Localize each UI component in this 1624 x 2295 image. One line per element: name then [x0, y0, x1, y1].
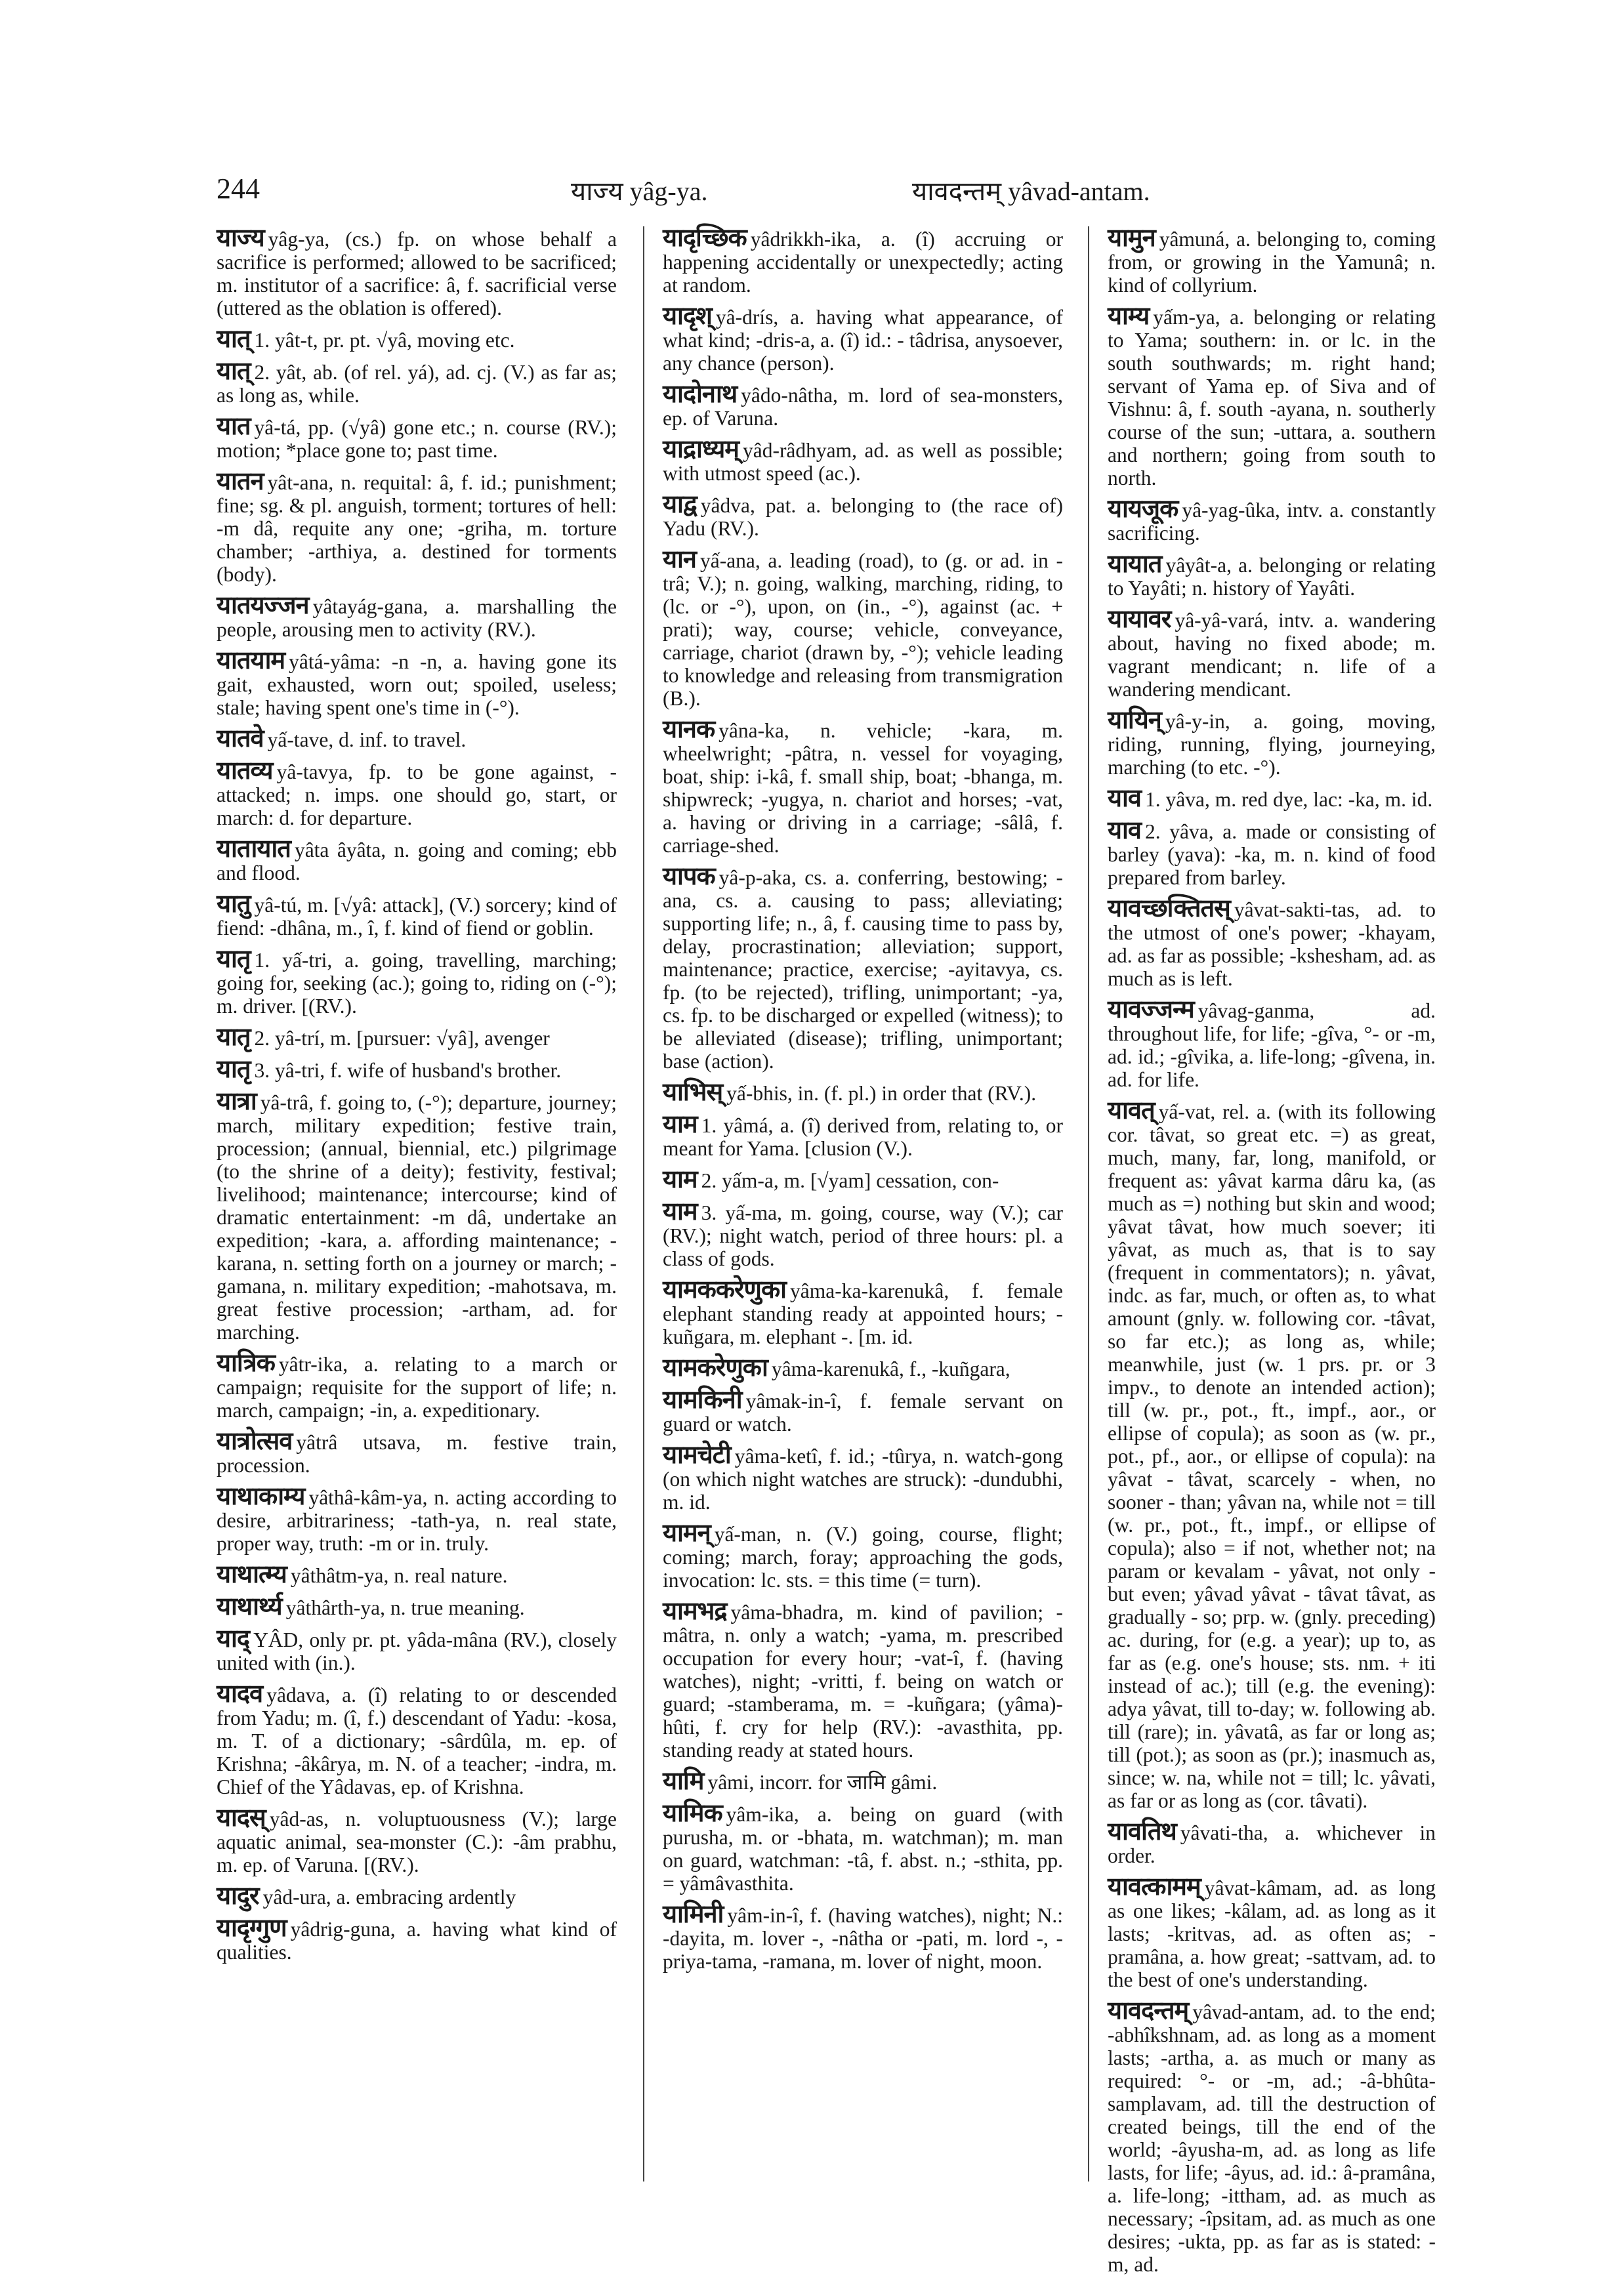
entry-definition: yâmak-in-î, f. female servant on guard or watch.: [663, 1390, 1063, 1436]
headword-devanagari: यामुन: [1108, 223, 1156, 252]
headword-devanagari: यावतिथ: [1108, 1817, 1176, 1846]
entry-definition: yâvad-antam, ad. to the end; -abhîkshnam, ad. as long as a moment lasts; -artha, a. as much or many as required: °- or -m, ad.; -â-bhûta-samplavam, ad. till the destruction of created beings, till the end of the world; -âyusha-m, ad. as long as life lasts, for life; -âyus, ad. id.: â-pramâna, a. life-long; -ittham, ad. as much as necessary; -îpsitam, ad. as much as one desires; -ukta, pp. as far as is stated: -m, ad.: [1108, 2000, 1436, 2276]
dictionary-entry: [217, 1679, 617, 1798]
entry-definition: yâg-ya, (cs.) fp. on whose behalf a sacrifice is performed; allowed to be sacrificed; m. institutor of a sacrifice: â, f. sacrificial verse (uttered as the oblation is offered).: [217, 228, 617, 320]
headword-devanagari: यान: [663, 545, 696, 573]
entry-definition: yâd-as, n. voluptuousness (V.); large aquatic animal, sea-monster (C.): -âm prabhu, m. ep. of Varuna. [(RV.).: [217, 1808, 617, 1876]
dictionary-entry: [663, 1077, 1063, 1106]
entry-definition: 1. yât-t, pr. pt. √yâ, moving etc.: [254, 329, 515, 352]
page-number: 244: [217, 173, 260, 205]
dictionary-entry: [663, 223, 1063, 297]
headword-devanagari: यातु: [217, 889, 251, 918]
entry-definition: yấ-bhis, in. (f. pl.) in order that (RV.).: [726, 1082, 1037, 1105]
dictionary-entry: [217, 590, 617, 641]
dictionary-entry: [1108, 223, 1436, 297]
entry-definition: 2. yâ-trí, m. [pursuer: √yâ], avenger: [254, 1027, 550, 1050]
entry-definition: yâvati-tha, a. whichever in order.: [1108, 1821, 1436, 1867]
entry-definition: yấm-ya, a. belonging or relating to Yama; southern: in. or lc. in the south southwards; m. right hand; servant of Yama ep. of Siva and of Vishnu: â, f. south -ayana, n. southerly course of the sun; -uttara, a. southern and northern; going from south to north.: [1108, 306, 1436, 489]
entry-definition: YÂD, only pr. pt. yâda-mâna (RV.), closely united with (in.).: [217, 1628, 617, 1674]
right-guide-word: यावदन्तम् yâvad-antam.: [912, 176, 1150, 206]
headword-devanagari: याथाकाम्य: [217, 1481, 305, 1510]
dictionary-entry: [663, 714, 1063, 857]
dictionary-entry: [217, 889, 617, 940]
entry-definition: yâ-drís, a. having what appearance, of what kind; -dris-a, a. (î) id.: - tâdrisa, anysoever, any chance (person).: [663, 306, 1063, 375]
dictionary-entry: [663, 379, 1063, 430]
dictionary-entry: [663, 434, 1063, 485]
headword-devanagari: यादृग्गुण: [217, 1913, 287, 1942]
entry-definition: yâtr-ika, a. relating to a march or campaign; requisite for the support of life; n. march, campaign; -in, a. expeditionary.: [217, 1353, 617, 1422]
entry-definition: yấ-ana, a. leading (road), to (g. or ad. in -trâ; V.); n. going, walking, marching, riding, to (lc. or -°), upon, on (in., -°), against (ac. + prati); way, course; vehicle, conveyance, carriage, chariot (drawn by, -°); vehicle leading to knowledge and releasing from transmigration (B.).: [663, 549, 1063, 710]
headword-devanagari: यादस्: [217, 1803, 266, 1832]
dictionary-entry: [1108, 995, 1436, 1091]
headword-devanagari: यात्रा: [217, 1086, 257, 1115]
entry-definition: yâyât-a, a. belonging or relating to Yayâti; n. history of Yayâti.: [1108, 554, 1436, 600]
entry-definition: 1. yâva, m. red dye, lac: -ka, m. id.: [1145, 788, 1433, 811]
dictionary-entry: [663, 1165, 1063, 1193]
headword-devanagari: यात्: [217, 356, 251, 385]
dictionary-entry: [663, 1899, 1063, 1973]
entry-definition: yâma-bhadra, m. kind of pavilion; -mâtra, n. only a watch; -yama, m. prescribed occupation for every hour; -vat-î, f. (having watches), night; -vritti, f. being on watch or guard; -stamberama, m. = -kuñgara; (yâma)-hûti, f. cry for help (RV.): -avasthita, pp. standing ready at stated hours.: [663, 1601, 1063, 1762]
column-divider: [1088, 226, 1089, 2181]
dictionary-column-1: [217, 223, 617, 2195]
headword-devanagari: यातन: [217, 466, 264, 495]
headword-devanagari: यातृ: [217, 1054, 251, 1083]
entry-definition: yấ-tave, d. inf. to travel.: [267, 728, 467, 751]
dictionary-entry: [663, 489, 1063, 540]
dictionary-entry: [663, 545, 1063, 710]
dictionary-entry: [217, 756, 617, 829]
headword-devanagari: यावदन्तम्: [1108, 1996, 1189, 2025]
dictionary-entry: [1108, 783, 1436, 812]
entry-definition: yâma-karenukâ, f., -kuñgara,: [771, 1357, 1010, 1380]
running-header: [217, 172, 1417, 214]
entry-definition: yâdo-nâtha, m. lord of sea-monsters, ep. of Varuna.: [663, 384, 1063, 430]
entry-definition: yâm-in-î, f. (having watches), night; N.: -dayita, m. lover -, -nâtha or -pati, m. lord -, -priya-tama, -ramana, m. lover of night, moon.: [663, 1904, 1063, 1973]
dictionary-entry: [217, 1086, 617, 1344]
entry-definition: yâm-ika, a. being on guard (with purusha, m. or -bhata, m. watchman); m. man on guard, watchman: -tâ, f. abst. n.; -sthita, pp. = yâmâvasthita.: [663, 1803, 1063, 1895]
dictionary-entry: [217, 646, 617, 719]
dictionary-entry: [217, 834, 617, 884]
headword-devanagari: यातयज्जन: [217, 590, 309, 619]
entry-definition: 3. yấ-ma, m. going, course, way (V.); car (RV.); night watch, period of three hours: pl. a class of gods.: [663, 1201, 1063, 1270]
entry-definition: yât-ana, n. requital: â, f. id.; punishment; fine; sg. & pl. anguish, torment; tortures of hell: -m dâ, requite any one; -griha, m. torture chamber; -arthiya, a. destined for torments (body).: [217, 471, 617, 586]
dictionary-entry: [663, 1109, 1063, 1160]
entry-definition: 2. yâva, a. made or consisting of barley (yava): -ka, m. n. kind of food prepared from barley.: [1108, 820, 1436, 889]
dictionary-entry: [1108, 549, 1436, 600]
headword-devanagari: यानक: [663, 714, 715, 743]
headword-devanagari: यामकरेणुका: [663, 1353, 768, 1382]
headword-devanagari: याथार्थ्य: [217, 1592, 282, 1621]
dictionary-entry: [217, 324, 617, 353]
entry-definition: 1. yấ-tri, a. going, travelling, marching; going for, seeking (ac.); going to, riding on (-°); m. driver. [(RV.).: [217, 949, 617, 1018]
entry-definition: yâvag-ganma, ad. throughout life, for life; -gîva, °- or -m, ad. id.; -gîvika, a. life-long; -gîvena, in. ad. for life.: [1108, 999, 1436, 1091]
dictionary-entry: [217, 1881, 617, 1910]
dictionary-entry: [1108, 604, 1436, 701]
headword-devanagari: यावज्जन्म: [1108, 995, 1194, 1023]
entry-definition: yâma-ka-karenukâ, f. female elephant standing ready at appointed hours; -kuñgara, m. elephant -. [m. id.: [663, 1279, 1063, 1348]
entry-definition: yâma-ketî, f. id.; -tûrya, n. watch-gong (on which night watches are struck): -dundubhi, m. id.: [663, 1445, 1063, 1514]
headword-devanagari: यादोनाथ: [663, 379, 738, 408]
headword-devanagari: यादुर: [217, 1881, 259, 1910]
dictionary-entry: [1108, 1096, 1436, 1812]
headword-devanagari: यादृश्: [663, 301, 712, 330]
entry-definition: yâdrig-guna, a. having what kind of qualities.: [217, 1918, 617, 1964]
headword-devanagari: यायजूक: [1108, 494, 1178, 523]
headword-devanagari: यामभद्र: [663, 1596, 727, 1625]
headword-devanagari: यायिन्: [1108, 705, 1161, 734]
headword-devanagari: याम: [663, 1197, 697, 1226]
headword-devanagari: यात: [217, 411, 251, 440]
headword-devanagari: यातवे: [217, 724, 264, 753]
entry-definition: 3. yâ-tri, f. wife of husband's brother.: [254, 1059, 562, 1082]
entry-definition: yâthâ-kâm-ya, n. acting according to desire, arbitrariness; -tath-ya, n. real state, proper way, truth: -m or in. truly.: [217, 1486, 617, 1555]
dictionary-entry: [1108, 705, 1436, 779]
headword-devanagari: याभिस्: [663, 1077, 723, 1106]
dictionary-entry: [663, 1353, 1063, 1382]
headword-devanagari: यातयाम: [217, 646, 285, 674]
entry-definition: yâ-yâ-vará, intv. a. wandering about, having no fixed abode; m. vagrant mendicant; n. life of a wandering mendicant.: [1108, 609, 1436, 701]
dictionary-entry: [1108, 1817, 1436, 1867]
headword-devanagari: यामककरेणुका: [663, 1275, 787, 1304]
entry-definition: yâ-yag-ûka, intv. a. constantly sacrificing.: [1108, 499, 1436, 545]
headword-devanagari: यादृच्छिक: [663, 223, 747, 252]
dictionary-entry: [663, 1798, 1063, 1895]
headword-devanagari: याथात्म्य: [217, 1560, 287, 1588]
dictionary-entry: [1108, 1996, 1436, 2276]
dictionary-entry: [217, 1348, 617, 1422]
entry-definition: yâ-tá, pp. (√yâ) gone etc.; n. course (RV.); motion; *place gone to; past time.: [217, 416, 617, 462]
headword-devanagari: यामिक: [663, 1798, 722, 1827]
entry-definition: yâta âyâta, n. going and coming; ebb and flood.: [217, 838, 617, 884]
headword-devanagari: यावच्छक्तितस्: [1108, 894, 1230, 922]
dictionary-entry: [217, 1913, 617, 1964]
entry-definition: 2. yấm-a, m. [√yam] cessation, con-: [701, 1169, 999, 1192]
dictionary-entry: [217, 1481, 617, 1555]
headword-devanagari: यायावर: [1108, 604, 1171, 633]
headword-devanagari: याम: [663, 1165, 697, 1193]
dictionary-entry: [663, 1197, 1063, 1270]
dictionary-entry: [217, 411, 617, 462]
entry-definition: yấ-vat, rel. a. (with its following cor. tâvat, so great etc. =) as great, much, many, far, long, manifold, or frequent as: yâvat karma dâru ka, (as much as =) nothing but skin and wood; yâvat tâvat, how much soever; iti yâvat, as much as, that is to say (frequent in commentators); n. yâvat, indc. as far, much, or often as, to what amount (gnly. w. following cor. -tâvat, so far etc.); as long as, while; meanwhile, just (w. 1 prs. pr. or 3 impv., to denote an intended action); till (w. pr., pot., ft., impf., aor., or ellipse of copula); as soon as (w. pr., pot., pf., aor., or ellipse of copula): na yâvat - tâvat, scarcely - when, no sooner - than; yâvan na, while not = till (w. pr., pot., ft., impf., or ellipse of copula); also = if not, whether not; na param or kevalam - yâvat, not only - but even; yâvad yâvat - tâvat tâvat, as gradually - so; prp. w. (gnly. preceding) ac. during, for (e.g. a year); up to, as far as (e.g. one's house; sts. nm. + iti instead of ac.); till (e.g. the evening): adya yâvat, till to-day; w. following ab. till (rare); in. yâvatâ, as far or long as; till (pot.); as soon as (pr.); inasmuch as, since; w. na, while not = till; lc. yâvati, as far or as long as (cor. tâvati).: [1108, 1100, 1436, 1812]
dictionary-column-2: [663, 223, 1063, 2195]
headword-devanagari: यावत्कामम्: [1108, 1872, 1201, 1901]
dictionary-entry: [1108, 816, 1436, 889]
entry-definition: yâ-tú, m. [√yâ: attack], (V.) sorcery; kind of fiend: -dhâna, m., î, f. kind of fiend or goblin.: [217, 894, 617, 940]
entry-definition: yâ-tavya, fp. to be gone against, -attacked; n. imps. one should go, start, or march: d. for departure.: [217, 760, 617, 829]
headword-devanagari: यामकिनी: [663, 1385, 742, 1414]
left-guide-word: याज्य yâg-ya.: [571, 176, 708, 206]
headword-devanagari: यातव्य: [217, 756, 273, 785]
entry-definition: yâvat-kâmam, ad. as long as one likes; -kâlam, ad. as long as it lasts; -kritvas, ad. as often as; -pramâna, a. how great; -sattvam, ad. to the best of one's understanding.: [1108, 1876, 1436, 1991]
entry-definition: yâd-râdhyam, ad. as well as possible; with utmost speed (ac.).: [663, 439, 1063, 485]
entry-definition: yâtá-yâma: -n -n, a. having gone its gait, exhausted, worn out; spoiled, useless; stale; having spent one's time in (-°).: [217, 650, 617, 719]
dictionary-entry: [217, 356, 617, 407]
entry-definition: yâ-trâ, f. going to, (-°); departure, journey; march, military expedition; festive train, procession; (annual, biennial, etc.) pilgrimage (to the shrine of a deity); festivity, festival; livelihood; maintenance; intercourse; kind of dramatic entertainment: -m dâ, undertake an expedition; -kara, a. affording maintenance; -karana, n. setting forth on a journey or march; -gamana, n. military expedition; -mahotsava, m. great festive procession; -artham, ad. for marching.: [217, 1091, 617, 1344]
entry-definition: yâvat-sakti-tas, ad. to the utmost of one's power; -khayam, ad. as far as possible; -kshesham, ad. as much as is left.: [1108, 898, 1436, 990]
entry-definition: yâtrâ utsava, m. festive train, procession.: [217, 1431, 617, 1477]
entry-definition: yâmuná, a. belonging to, coming from, or growing in the Yamunâ; n. kind of collyrium.: [1108, 228, 1436, 297]
dictionary-entry: [1108, 1872, 1436, 1991]
headword-devanagari: यामन्: [663, 1518, 711, 1547]
entry-definition: yâdrikkh-ika, a. (î) accruing or happening accidentally or unexpectedly; acting at random.: [663, 228, 1063, 297]
headword-devanagari: यायात: [1108, 549, 1162, 578]
headword-devanagari: याम्य: [1108, 301, 1150, 330]
dictionary-entry: [1108, 494, 1436, 545]
entry-definition: yâtayág-gana, a. marshalling the people, arousing men to activity (RV.).: [217, 595, 617, 641]
headword-devanagari: यातृ: [217, 1022, 251, 1051]
dictionary-entry: [217, 724, 617, 753]
dictionary-entry: [663, 1766, 1063, 1795]
headword-devanagari: यादव: [217, 1679, 263, 1708]
dictionary-entry: [663, 1518, 1063, 1592]
headword-devanagari: यात्: [217, 324, 251, 353]
dictionary-entry: [217, 223, 617, 320]
dictionary-entry: [217, 466, 617, 586]
dictionary-column-3: [1108, 223, 1436, 2276]
headword-devanagari: याव: [1108, 783, 1142, 812]
headword-devanagari: यात्रिक: [217, 1348, 275, 1377]
entry-definition: yâdava, a. (î) relating to or descended from Yadu; m. (î, f.) descendant of Yadu: -kosa, m. T. of a dictionary; -sârdûla, m. ep. of Krishna; -âkârya, m. N. of a teacher; -indra, m. Chief of the Yâdavas, ep. of Krishna.: [217, 1684, 617, 1798]
headword-devanagari: याज्य: [217, 223, 264, 252]
headword-devanagari: यातृ: [217, 944, 251, 973]
headword-devanagari: यात्रोत्सव: [217, 1426, 293, 1455]
dictionary-entry: [217, 1803, 617, 1876]
dictionary-entry: [663, 861, 1063, 1073]
entry-definition: 1. yâmá, a. (î) derived from, relating to, or meant for Yama. [clusion (V.).: [663, 1114, 1063, 1160]
entry-definition: yâd-ura, a. embracing ardently: [262, 1886, 516, 1909]
dictionary-entry: [217, 944, 617, 1018]
dictionary-entry: [663, 301, 1063, 375]
headword-devanagari: यावत्: [1108, 1096, 1155, 1125]
dictionary-entry: [217, 1560, 617, 1588]
entry-definition: yâthâtm-ya, n. real nature.: [290, 1564, 508, 1587]
dictionary-entry: [217, 1624, 617, 1674]
entry-definition: yâna-ka, n. vehicle; -kara, m. wheelwright; -pâtra, n. vessel for voyaging, boat, ship: i-kâ, f. small ship, boat; -bhanga, m. shipwreck; -yugya, n. chariot and horses; -vat, a. having or driving in a carriage; -sâlâ, f. carriage-shed.: [663, 719, 1063, 857]
entry-definition: yấ-man, n. (V.) going, course, flight; coming; march, foray; approaching the gods, invocation: lc. sts. = this time (= turn).: [663, 1523, 1063, 1592]
headword-devanagari: याद्राध्यम्: [663, 434, 739, 463]
dictionary-entry: [663, 1385, 1063, 1436]
headword-devanagari: याव: [1108, 816, 1142, 844]
dictionary-entry: [217, 1592, 617, 1621]
dictionary-entry: [217, 1054, 617, 1083]
dictionary-entry: [663, 1275, 1063, 1348]
dictionary-entry: [217, 1022, 617, 1051]
entry-definition: yâmi, incorr. for जामि gâmi.: [707, 1771, 938, 1794]
headword-devanagari: याद्व: [663, 489, 697, 518]
headword-devanagari: यामचेटी: [663, 1440, 731, 1469]
headword-devanagari: याम: [663, 1109, 697, 1138]
headword-devanagari: यामि: [663, 1766, 704, 1795]
entry-definition: yâ-y-in, a. going, moving, riding, running, flying, journeying, marching (to etc. -°).: [1108, 710, 1436, 779]
headword-devanagari: यापक: [663, 861, 715, 890]
headword-devanagari: याद्: [217, 1624, 250, 1653]
entry-definition: 2. yât, ab. (of rel. yá), ad. cj. (V.) as far as; as long as, while.: [217, 361, 617, 407]
dictionary-entry: [663, 1596, 1063, 1762]
headword-devanagari: यामिनी: [663, 1899, 724, 1928]
dictionary-entry: [1108, 301, 1436, 489]
dictionary-entry: [1108, 894, 1436, 990]
headword-devanagari: यातायात: [217, 834, 291, 863]
entry-definition: yâthârth-ya, n. true meaning.: [285, 1596, 525, 1619]
entry-definition: yâ-p-aka, cs. a. conferring, bestowing; -ana, cs. a. causing to pass; alleviating; supporting life; n., â, f. causing time to pass by, delay, procrastination; alleviation; support, maintenance; practice, exercise; -ayitavya, cs. fp. (to be rejected), trifling, unimportant; -ya, cs. fp. to be discharged or expelled (witness); to be alleviated (disease); trifling, unimportant; base (action).: [663, 866, 1063, 1073]
column-divider: [643, 226, 644, 2181]
dictionary-entry: [217, 1426, 617, 1477]
entry-definition: yâdva, pat. a. belonging to (the race of) Yadu (RV.).: [663, 494, 1063, 540]
dictionary-entry: [663, 1440, 1063, 1514]
